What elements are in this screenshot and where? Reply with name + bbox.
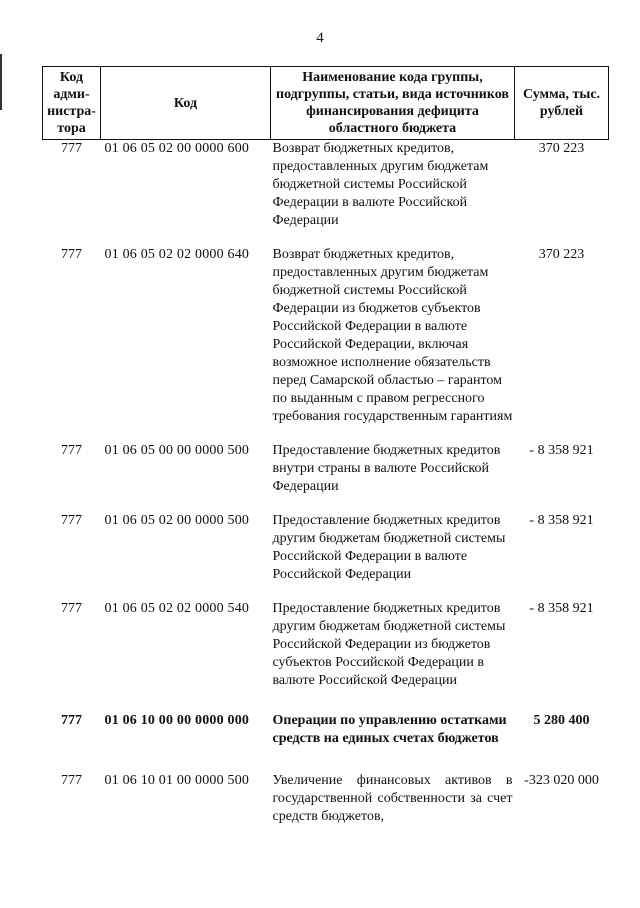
scan-edge-mark [0,54,2,110]
header-code: Код [101,67,271,140]
row-name: Возврат бюджетных кредитов, предоставленных другим бюджетам бюджетной системы Российской Федерации в валюте Российской Федерации [272,141,489,228]
row-code: 01 06 05 00 00 0000 500 [104,443,250,458]
row-name: Предоставление бюджетных кредитов другим бюджетам бюджетной системы Российской Федерации из бюджетов субъектов Российской Федерации в валюте Российской Федерации [272,601,506,688]
row-admin: 777 [61,443,82,458]
row-name: Увеличение финансовых активов в государственной собственности за счет средств бюджетов, [272,773,513,824]
table-row-total [43,712,609,748]
row-sum: - 8 358 921 [529,601,594,616]
row-admin: 777 [61,247,82,262]
header-admin-code: Код адми-нистра-тора [43,67,101,140]
row-sum: - 8 358 921 [529,443,594,458]
row-code: 01 06 05 02 00 0000 500 [104,513,250,528]
row-code: 01 06 10 00 00 0000 000 [104,713,250,728]
row-sum: - 8 358 921 [529,513,594,528]
row-sum: 370 223 [538,141,585,156]
row-name: Предоставление бюджетных кредитов внутри страны в валюте Российской Федерации [272,443,501,494]
row-name: Операции по управлению остатками средств на единых счетах бюджетов [272,713,507,746]
row-name: Предоставление бюджетных кредитов другим бюджетам бюджетной системы Российской Федерации в валюте Российской Федерации [272,513,506,582]
table-row [43,426,609,496]
row-code: 01 06 10 01 00 0000 500 [104,773,250,788]
row-code: 01 06 05 02 00 0000 600 [104,141,250,156]
table-row [43,140,609,231]
table-row [43,230,609,426]
header-name: Наименование кода группы, подгруппы, статьи, вида источников финансирования дефицита областного бюджета [271,67,515,140]
row-admin: 777 [61,773,82,788]
spacer-row [43,690,609,712]
table-row [43,496,609,584]
row-sum: 370 223 [538,247,585,262]
row-admin: 777 [61,141,82,156]
table-header-row [43,67,609,140]
row-admin: 777 [61,601,82,616]
row-admin: 777 [61,513,82,528]
table-row [43,584,609,690]
page-number: 4 [316,30,324,46]
header-sum: Сумма, тыс. рублей [515,67,609,140]
row-name: Возврат бюджетных кредитов, предоставленных другим бюджетам бюджетной системы Российской Федерации из бюджетов субъектов Российской Федерации в валюте Российской Федерации, включая возможное исполнение обязательств перед Самарской областью – гарантом по выданным с правом регрессного требования государственным гарантиям [272,247,513,424]
row-code: 01 06 05 02 02 0000 640 [104,247,250,262]
row-admin: 777 [61,713,82,728]
row-code: 01 06 05 02 02 0000 540 [104,601,250,616]
spacer-row [43,748,609,772]
row-sum: -323 020 000 [524,773,599,788]
budget-sources-table [42,66,609,826]
row-sum: 5 280 400 [533,713,590,728]
table-row [43,772,609,826]
